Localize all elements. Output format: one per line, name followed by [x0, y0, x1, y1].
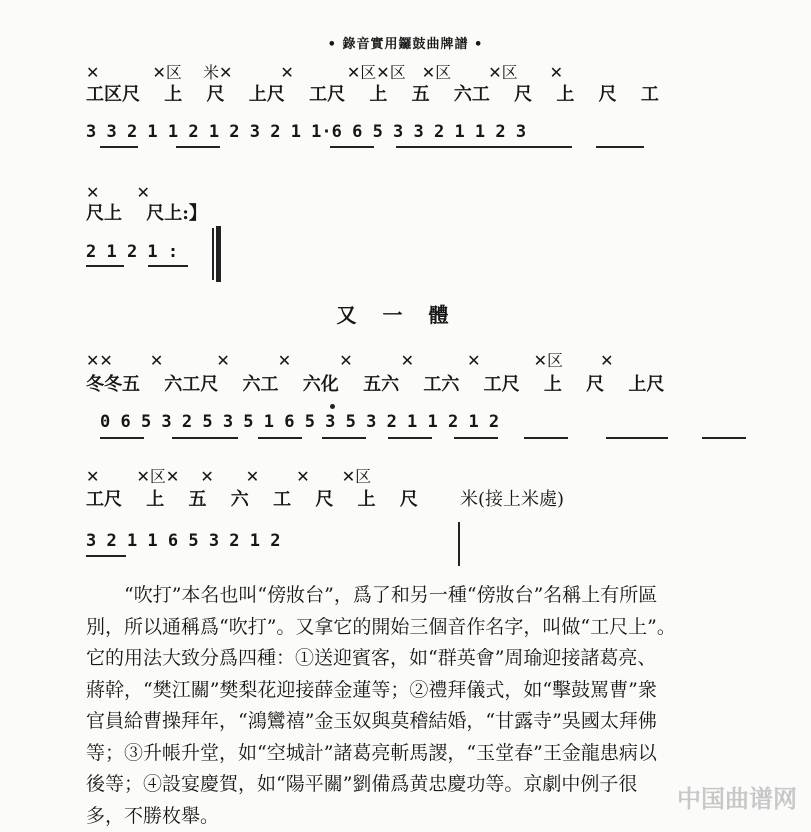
beat-underline [86, 555, 126, 557]
paragraph-line: 它的用法大致分爲四種：①送迎賓客，如“群英會”周瑜迎接諸葛亮、 [86, 643, 751, 675]
paragraph-line: 多，不勝枚舉。 [86, 801, 751, 832]
rhythm-marks-row: ✕ ✕区 米✕ ✕ ✕区✕区 ✕区 ✕区 ✕ [86, 60, 563, 83]
beat-underline [454, 437, 498, 439]
octave-dot [330, 404, 335, 409]
beat-underline [172, 437, 238, 439]
beat-underline [322, 437, 366, 439]
beat-underline [148, 265, 188, 267]
gongche-row: 工区尺 上 尺 上尺 工尺 上 五 六工 尺 上 尺 工 [86, 80, 659, 106]
body-paragraph [86, 580, 751, 832]
gongche-row: 工尺 上 五 六 工 尺 上 尺 [86, 485, 418, 511]
beat-underline [258, 437, 302, 439]
jianpu-row: 2 1 2 1 : [86, 242, 178, 262]
beat-underline [176, 146, 220, 148]
beat-underline [100, 437, 144, 439]
jianpu-row: 0 6 5 3 2 5 3 5 1 6 5 3 5 3 2 1 1 2 1 2 [100, 412, 499, 432]
jianpu-row: 3 2 1 1 6 5 3 2 1 2 [86, 531, 280, 551]
rhythm-marks-row: ✕ ✕ [86, 180, 150, 203]
gongche-row: 冬冬五 六工尺 六工 六化 五六 工六 工尺 上 尺 上尺 [86, 370, 664, 396]
beat-underline [396, 146, 572, 148]
gongche-row: 尺上 尺上:】 [86, 199, 207, 225]
section-title: 又一體 [0, 299, 811, 328]
paragraph-line: 後等；④設宴慶賀，如“陽平關”劉備爲黄忠慶功等。京劇中例子很 [86, 769, 751, 801]
barline-thick [216, 226, 221, 282]
beat-underline [86, 265, 124, 267]
site-watermark: 中国曲谱网 [677, 779, 797, 814]
beat-underline [606, 437, 668, 439]
barline-thin [212, 228, 214, 280]
paragraph-line: 官員給曹操拜年，“鴻鸞禧”金玉奴與莫稽結婚，“甘露寺”吳國太拜佛 [86, 706, 751, 738]
paragraph-line: 別，所以通稱爲“吹打”。又拿它的開始三個音作名字，叫做“工尺上”。 [86, 612, 751, 644]
rhythm-marks-row: ✕ ✕区✕ ✕ ✕ ✕ ✕区 [86, 464, 371, 487]
barline [458, 522, 460, 566]
jianpu-row: 3 3 2 1 1 2 1 2 3 2 1 1·6 6 5 3 3 2 1 1 2 3 [86, 122, 526, 142]
beat-underline [330, 146, 374, 148]
beat-underline [596, 146, 644, 148]
beat-underline [702, 437, 746, 439]
paragraph-line: 蔣幹，“樊江關”樊梨花迎接薛金蓮等；②禮拜儀式，如“擊鼓罵曹”衆 [86, 675, 751, 707]
paragraph-line: 等；③升帳升堂，如“空城計”諸葛亮斬馬謖，“玉堂春”王金龍患病以 [86, 738, 751, 770]
paragraph-line: “吹打”本名也叫“傍妝台”，爲了和另一種“傍妝台”名稱上有所區 [86, 580, 751, 612]
beat-underline [100, 146, 138, 148]
rhythm-marks-row: ✕✕ ✕ ✕ ✕ ✕ ✕ ✕ ✕区 ✕ [86, 348, 614, 371]
repeat-annotation: 米(接上米處) [460, 485, 564, 511]
beat-underline [388, 437, 432, 439]
running-header: • 錄音實用鑼鼓曲牌譜 • [0, 33, 811, 52]
beat-underline [524, 437, 568, 439]
